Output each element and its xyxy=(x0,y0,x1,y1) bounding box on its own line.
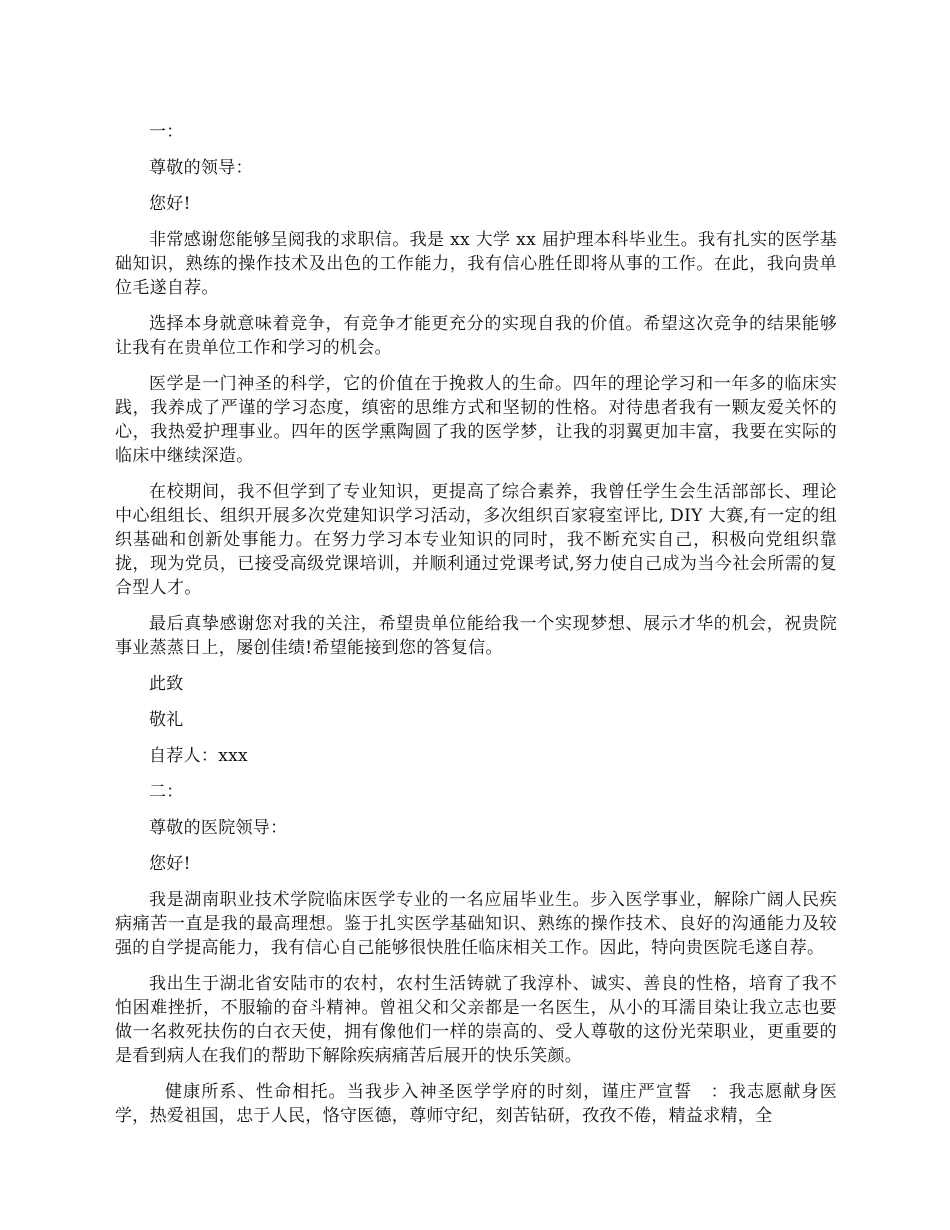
document-page xyxy=(115,120,837,1140)
letter2-greeting: 您好! xyxy=(149,854,191,874)
letter2-salutation: 尊敬的医院领导： xyxy=(149,818,288,838)
letter2-paragraph: 我出生于湖北省安陆市的农村，农村生活铸就了我淳朴、诚实、善良的性格，培育了我不怕困难挫折，不服输的奋斗精神。曾祖父和父亲都是一名医生，从小的耳濡目染让我立志也要做一名救死扶伤的白衣天使，拥有像他们一样的崇高的、受人尊敬的这份光荣职业，更重要的是看到病人在我们的帮助下解除疾病痛苦后展开的快乐笑颜。 xyxy=(115,974,837,1066)
letter1-paragraph: 选择本身就意味着竞争，有竞争才能更充分的实现自我的价值。希望这次竞争的结果能够让我有在贵单位工作和学习的机会。 xyxy=(115,314,837,358)
letter1-salutation: 尊敬的领导： xyxy=(149,158,253,178)
letter2-paragraph: 健康所系、性命相托。当我步入神圣医学学府的时刻，谨庄严宣誓 ：我志愿献身医学，热爱祖国，忠于人民，恪守医德，尊师守纪，刻苦钻研，孜孜不倦，精益求精，全 xyxy=(115,1082,837,1126)
letter1-heading: 一： xyxy=(149,122,184,142)
letter1-greeting: 您好! xyxy=(149,194,191,214)
letter2-heading: 二： xyxy=(149,782,184,802)
letter1-paragraph: 最后真挚感谢您对我的关注，希望贵单位能给我一个实现梦想、展示才华的机会，祝贵院事业蒸蒸日上，屡创佳绩!希望能接到您的答复信。 xyxy=(115,614,837,658)
letter2-paragraph: 我是湖南职业技术学院临床医学专业的一名应届毕业生。步入医学事业，解除广阔人民疾病痛苦一直是我的最高理想。鉴于扎实医学基础知识、熟练的操作技术、良好的沟通能力及较强的自学提高能力，我有信心自己能够很快胜任临床相关工作。因此，特向贵医院毛遂自荐。 xyxy=(115,890,837,958)
letter1-paragraph: 医学是一门神圣的科学，它的价值在于挽救人的生命。四年的理论学习和一年多的临床实践，我养成了严谨的学习态度，缜密的思维方式和坚韧的性格。对待患者我有一颗友爱关怀的心，我热爱护理事业。四年的医学熏陶圆了我的医学梦，让我的羽翼更加丰富，我要在实际的临床中继续深造。 xyxy=(115,374,837,466)
letter1-signature: 自荐人：xxx xyxy=(149,746,248,766)
letter1-paragraph: 非常感谢您能够呈阅我的求职信。我是 xx 大学 xx 届护理本科毕业生。我有扎实的医学基础知识，熟练的操作技术及出色的工作能力，我有信心胜任即将从事的工作。在此，我向贵单位毛遂自荐。 xyxy=(115,230,837,298)
letter1-paragraph: 在校期间，我不但学到了专业知识，更提高了综合素养，我曾任学生会生活部部长、理论中心组组长、组织开展多次党建知识学习活动，多次组织百家寝室评比, DIY 大赛,有一定的组织基础和创新处事能力。在努力学习本专业知识的同时，我不断充实自己，积极向党组织靠拢，现为党员，已接受高级党课培训，并顺利通过党课考试,努力使自己成为当今社会所需的复合型人才。 xyxy=(115,482,837,598)
letter1-closing-1: 此致 xyxy=(149,674,184,694)
letter1-closing-2: 敬礼 xyxy=(149,710,184,730)
